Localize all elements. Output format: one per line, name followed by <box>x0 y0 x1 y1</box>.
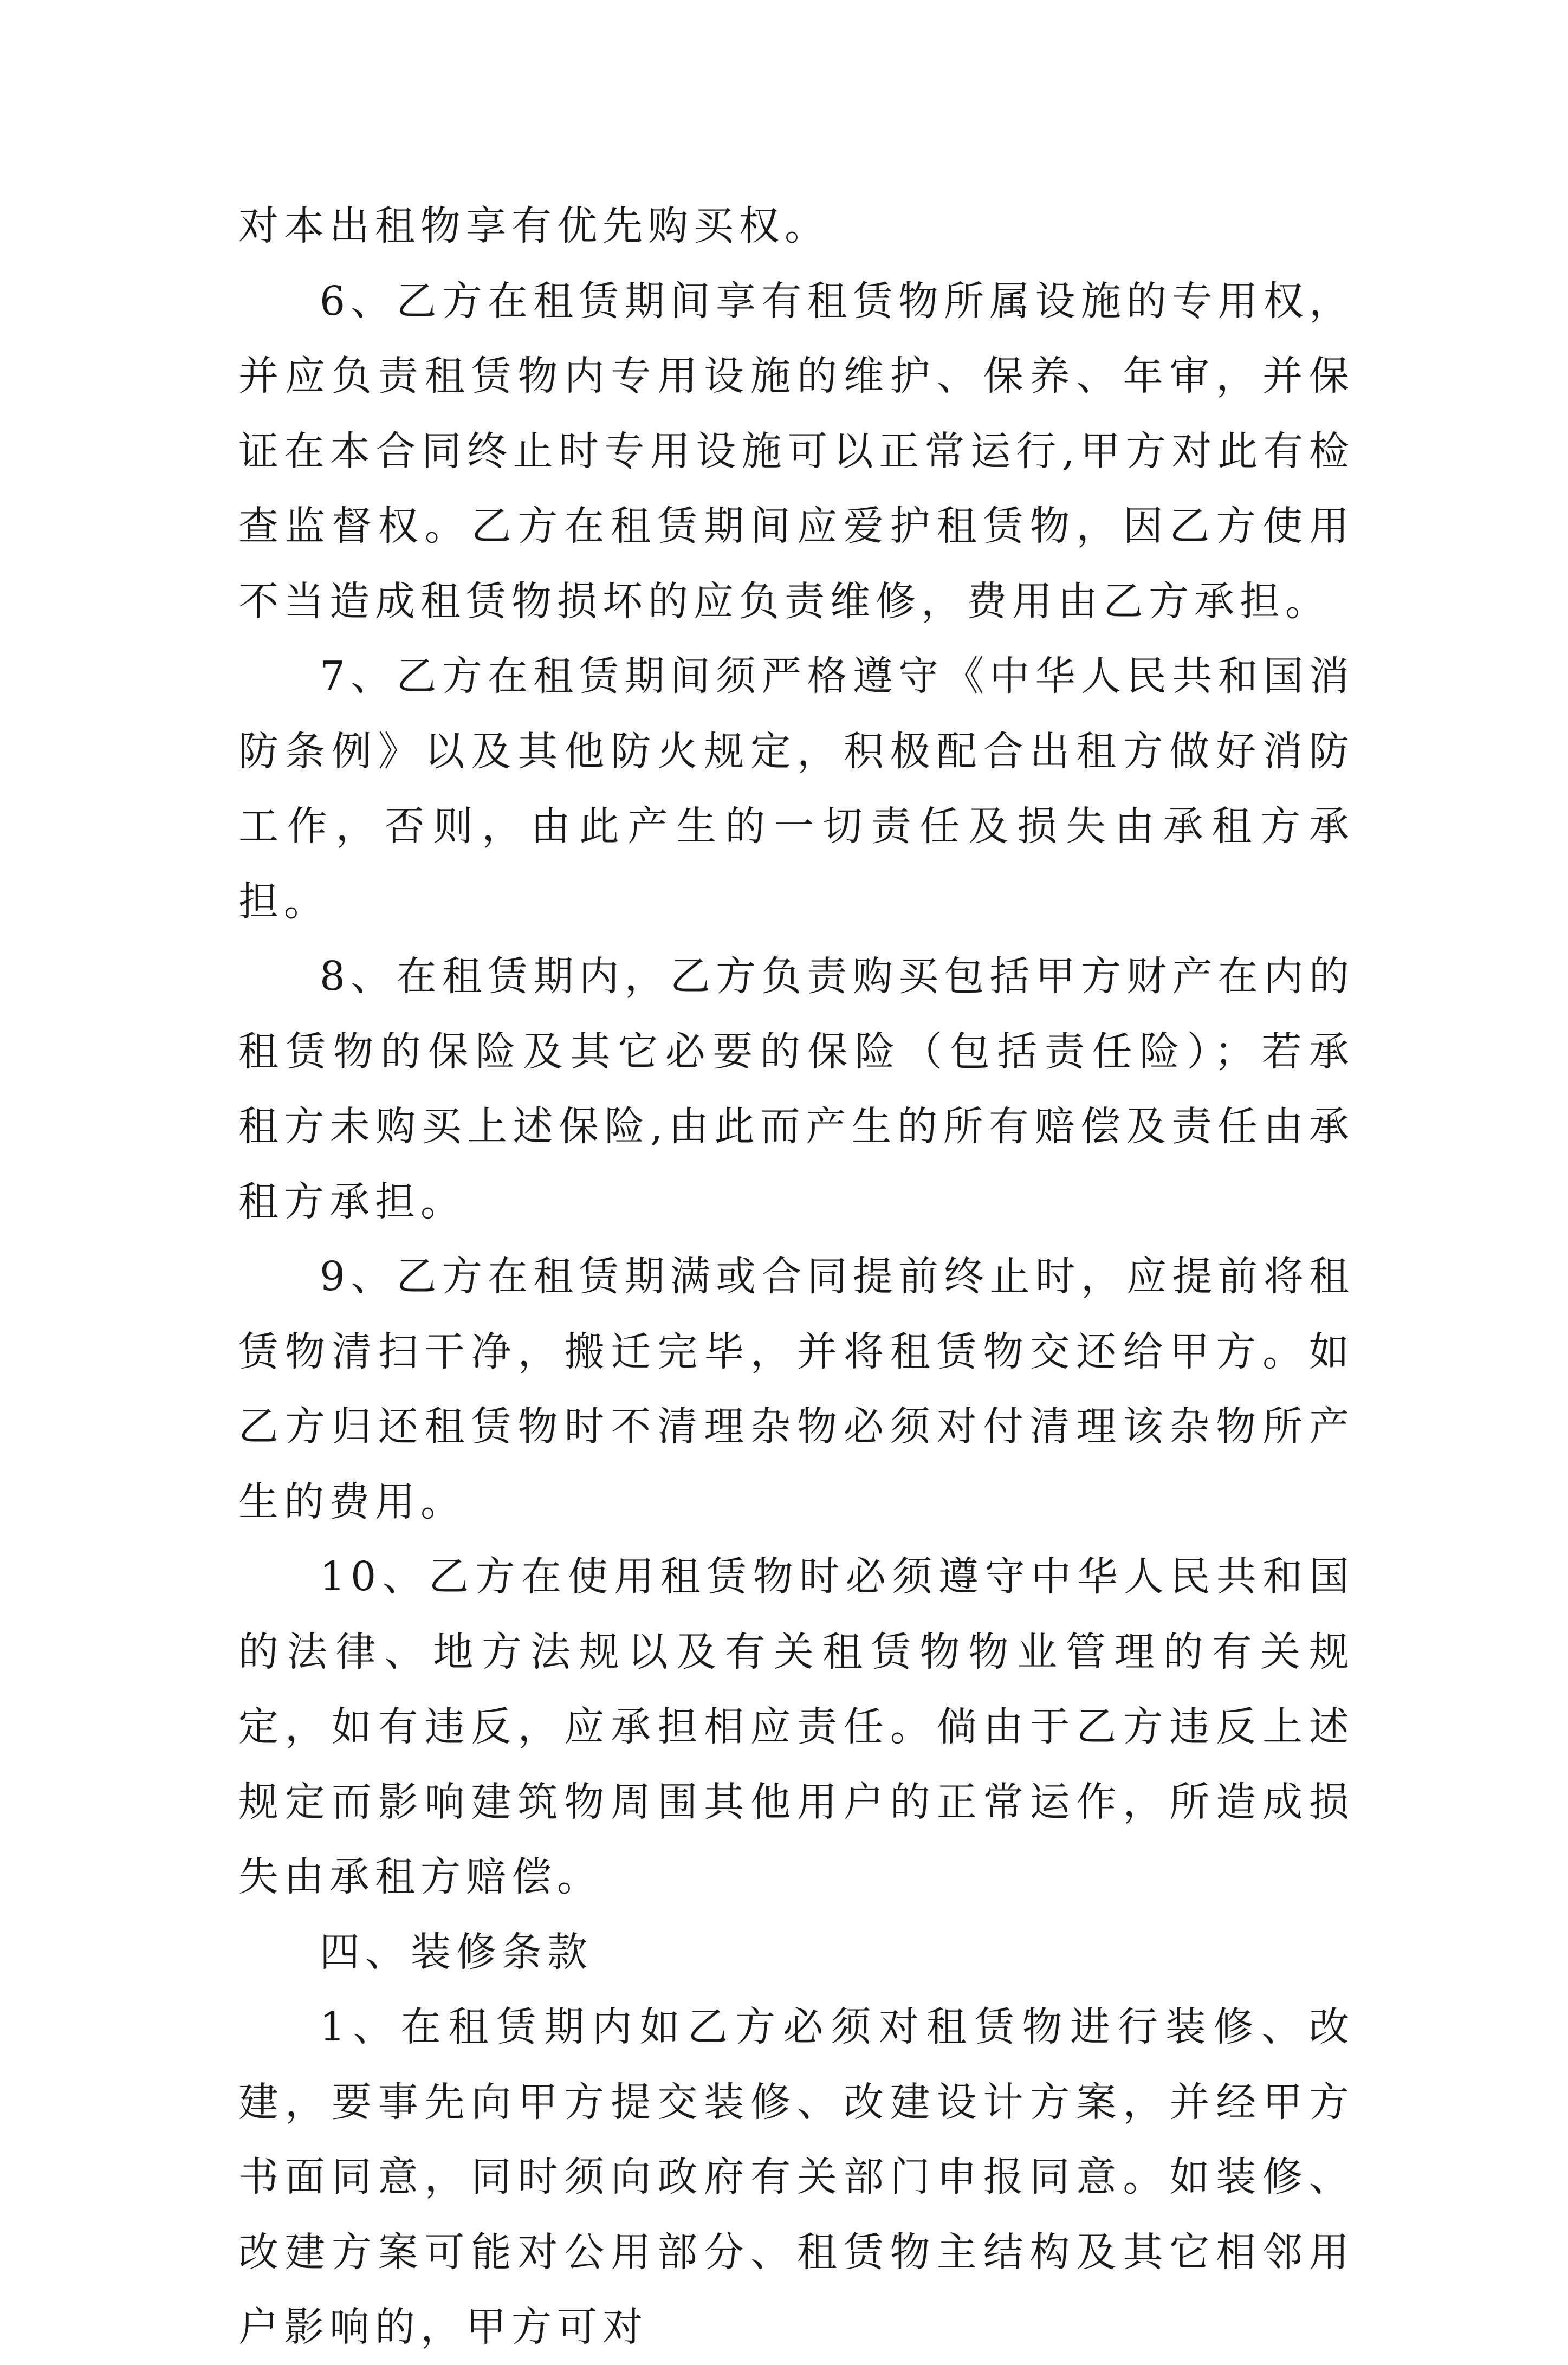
section-heading-decoration: 四、装修条款 <box>320 1928 593 1975</box>
paragraph-clause-6: 6、乙方在租赁期间享有租赁物所属设施的专用权，并应负责租赁物内专用设施的维护、保养、年审，并保证在本合同终止时专用设施可以正常运行,甲方对此有检查监督权。乙方在租赁期间应爱护租赁物，因乙方使用不当造成租赁物损坏的应负责维修，费用由乙方承担。 <box>238 277 1355 625</box>
paragraph-clause-8: 8、在租赁期内，乙方负责购买包括甲方财产在内的租赁物的保险及其它必要的保险（包括责任险）；若承租方未购买上述保险,由此而产生的所有赔偿及责任由承租方承担。 <box>238 953 1355 1225</box>
paragraph-decoration-clause-1: 1、在租赁期内如乙方必须对租赁物进行装修、改建，要事先向甲方提交装修、改建设计方案，并经甲方书面同意，同时须向政府有关部门申报同意。如装修、改建方案可能对公用部分、租赁物主结构及其它相邻用户影响的，甲方可对 <box>238 2004 1355 2350</box>
paragraph-clause-9: 9、乙方在租赁期满或合同提前终止时，应提前将租赁物清扫干净，搬迁完毕，并将租赁物交还给甲方。如乙方归还租赁物时不清理杂物必须对付清理该杂物所产生的费用。 <box>238 1253 1355 1525</box>
paragraph-clause-10: 10、乙方在使用租赁物时必须遵守中华人民共和国的法律、地方法规以及有关租赁物物业管理的有关规定，如有违反，应承担相应责任。倘由于乙方违反上述规定而影响建筑物周围其他用户的正常运作，所造成损失由承租方赔偿。 <box>238 1553 1355 1900</box>
document-body <box>238 189 1355 2365</box>
paragraph-continuation: 对本出租物享有优先购买权。 <box>238 203 830 249</box>
paragraph-clause-7: 7、乙方在租赁期间须严格遵守《中华人民共和国消防条例》以及其他防火规定，积极配合出租方做好消防工作，否则，由此产生的一切责任及损失由承租方承担。 <box>238 653 1355 925</box>
